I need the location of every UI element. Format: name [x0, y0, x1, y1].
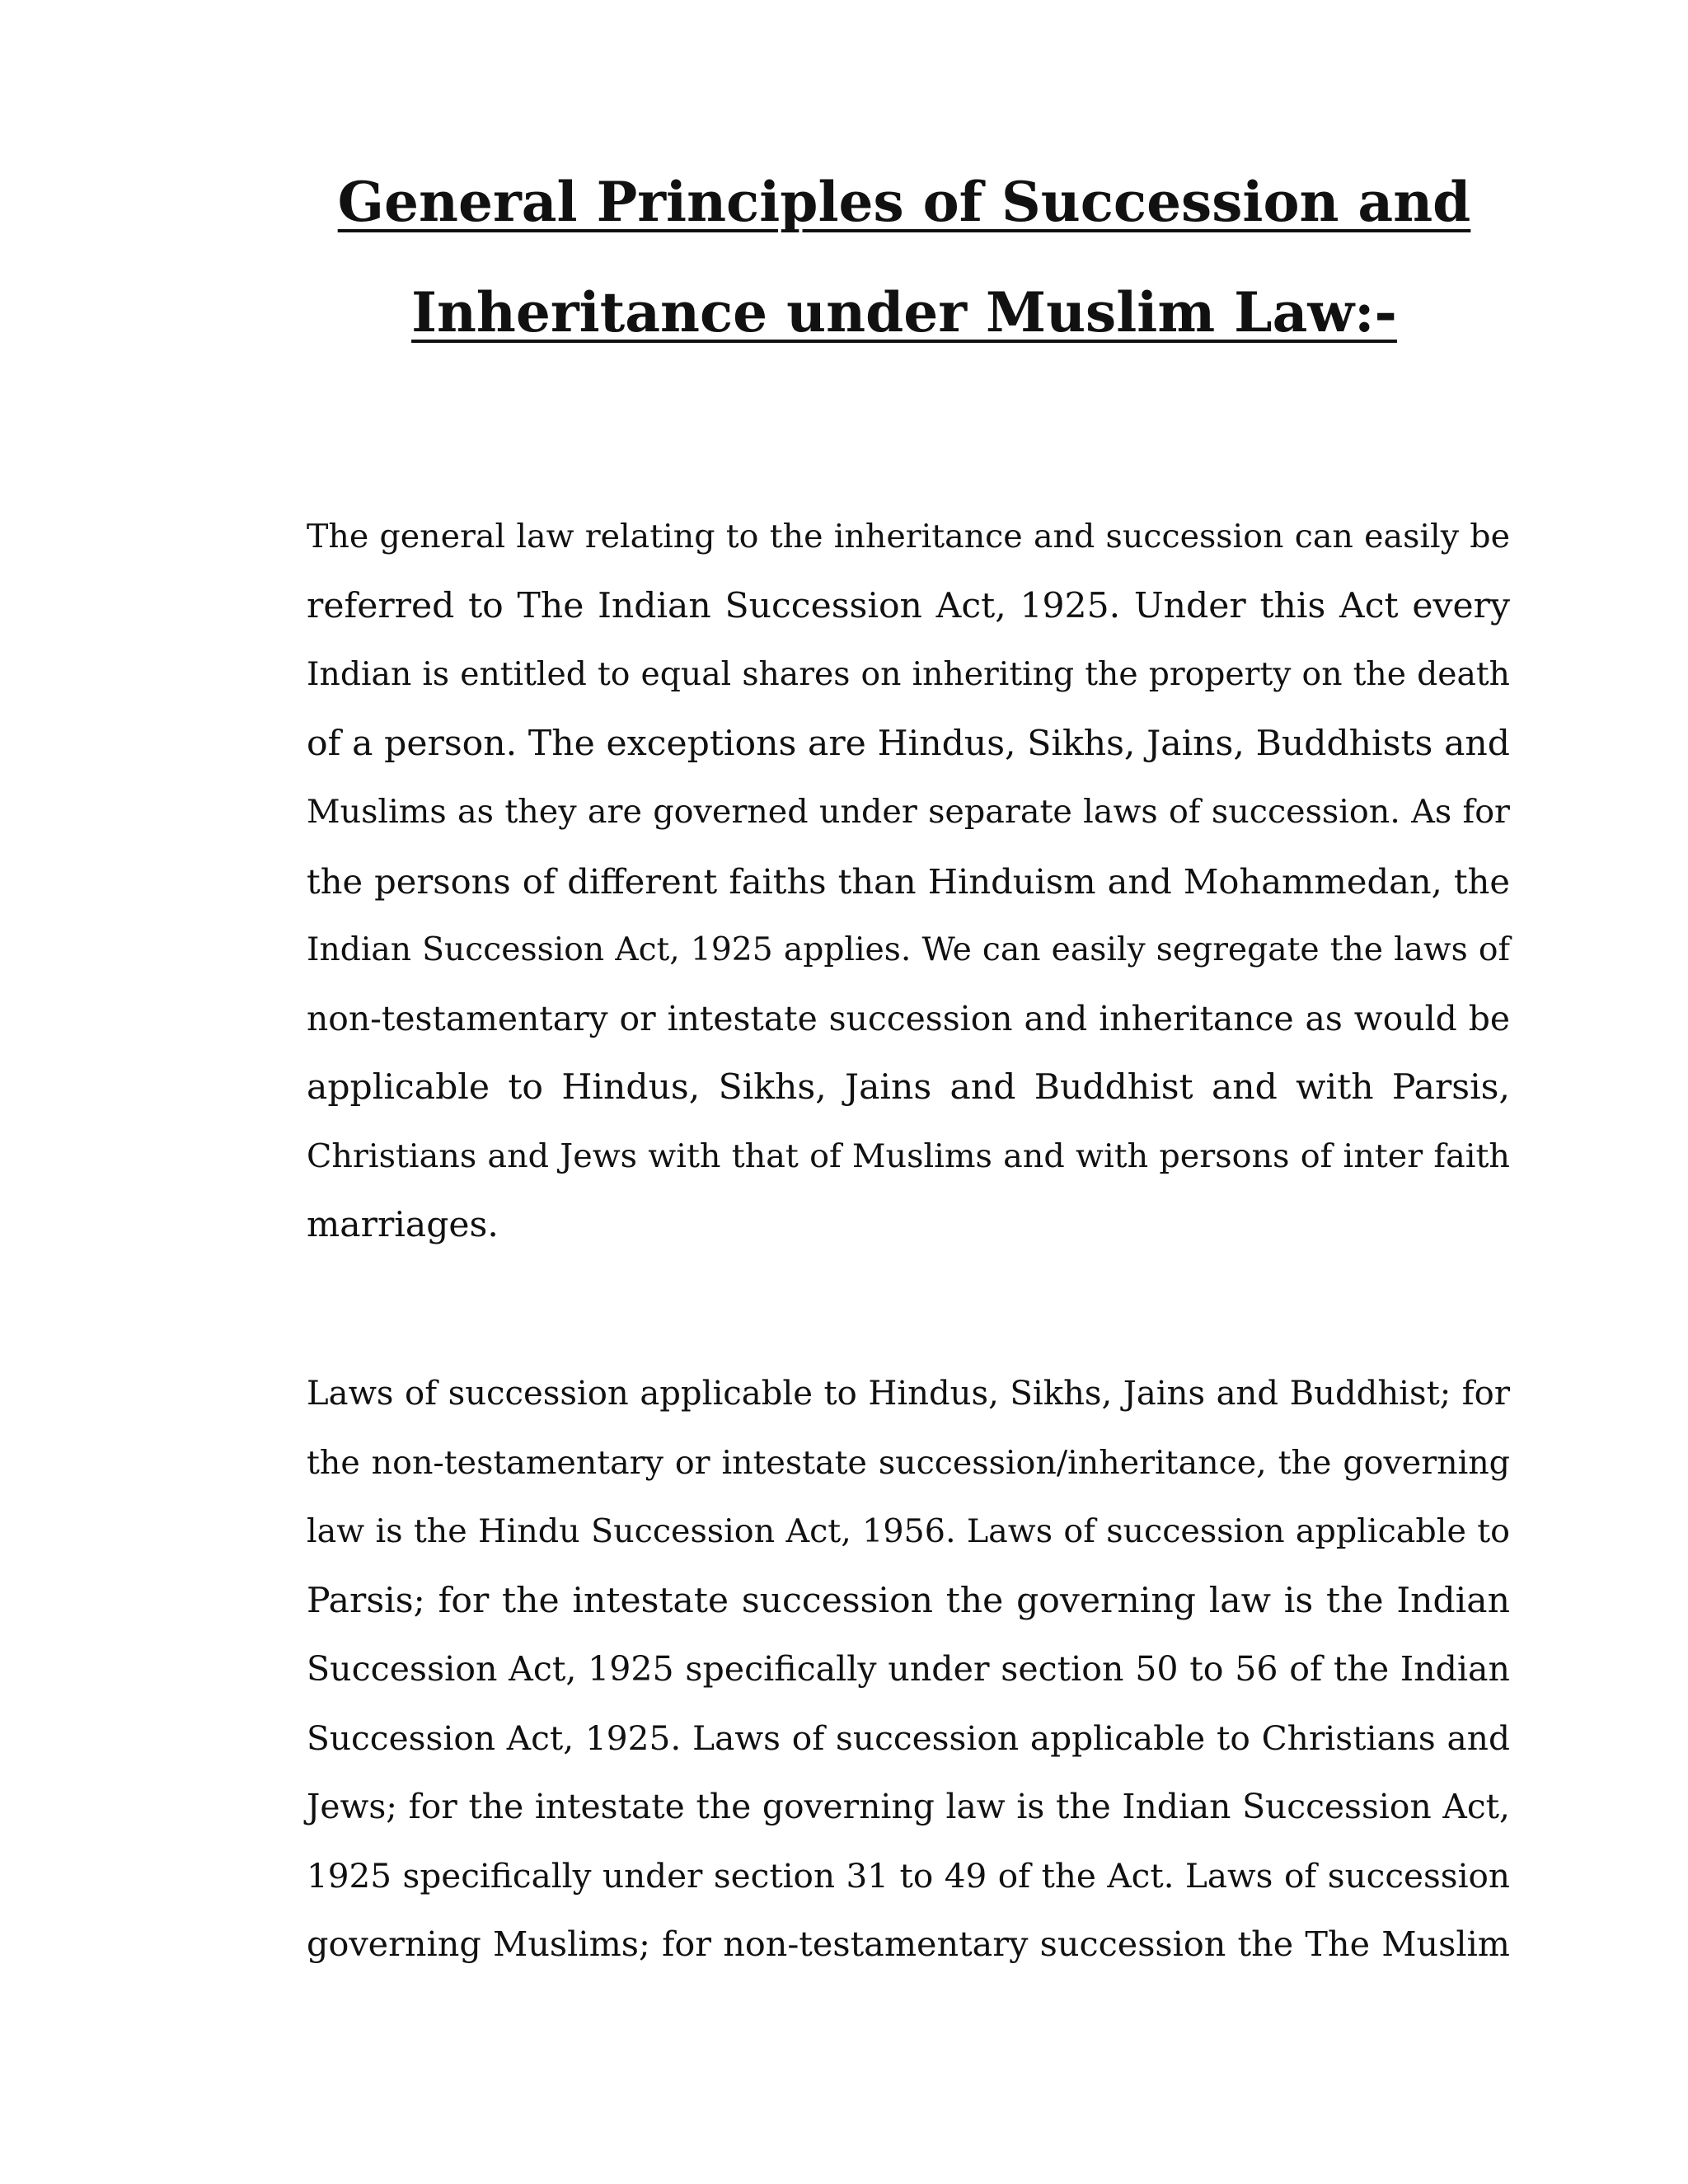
paragraph-general-law: [307, 503, 1510, 1260]
text-line: marriages.: [307, 1205, 499, 1245]
text-line: Succession Act, 1925. Laws of succession applicable to Christians and: [307, 1718, 1510, 1758]
text-line: the persons of different faiths than Hinduism and Mohammedan, the: [307, 860, 1510, 902]
text-line: Jews; for the intestate the governing law is the Indian Succession Act,: [307, 1787, 1510, 1826]
text-line: Succession Act, 1925 specifically under section 50 to 56 of the Indian: [307, 1649, 1510, 1689]
text-line: governing Muslims; for non-testamentary succession the The Muslim: [307, 1924, 1510, 1964]
paragraph-laws-of-succession: [307, 1360, 1510, 1980]
text-line: Christians and Jews with that of Muslims and with persons of inter faith: [307, 1137, 1510, 1175]
text-line: Muslims as they are governed under separate laws of succession. As for: [307, 793, 1510, 831]
text-line: Parsis; for the intestate succession the governing law is the Indian: [307, 1580, 1510, 1621]
text-line: 1925 specifically under section 31 to 49 of the Act. Laws of succession: [307, 1855, 1510, 1896]
text-line: non-testamentary or intestate succession and inheritance as would be: [307, 998, 1510, 1038]
text-line: Indian is entitled to equal shares on inheriting the property on the death: [307, 656, 1510, 693]
text-line: Indian Succession Act, 1925 applies. We can easily segregate the laws of: [307, 931, 1510, 968]
text-line: of a person. The exceptions are Hindus, Sikhs, Jains, Buddhists and: [307, 723, 1510, 764]
text-line: law is the Hindu Succession Act, 1956. Laws of succession applicable to: [307, 1512, 1510, 1550]
title-line-1: General Principles of Succession and: [337, 170, 1471, 234]
text-line: referred to The Indian Succession Act, 1925. Under this Act every: [307, 585, 1510, 626]
text-line: Laws of succession applicable to Hindus, Sikhs, Jains and Buddhist; for: [307, 1375, 1510, 1413]
document-title: [307, 147, 1502, 368]
text-line: the non-testamentary or intestate succession/inheritance, the governing: [307, 1443, 1510, 1482]
text-line: applicable to Hindus, Sikhs, Jains and Buddhist and with Parsis,: [307, 1067, 1510, 1108]
title-line-2: Inheritance under Muslim Law:-: [411, 280, 1397, 344]
text-line: The general law relating to the inheritance and succession can easily be: [307, 518, 1510, 555]
